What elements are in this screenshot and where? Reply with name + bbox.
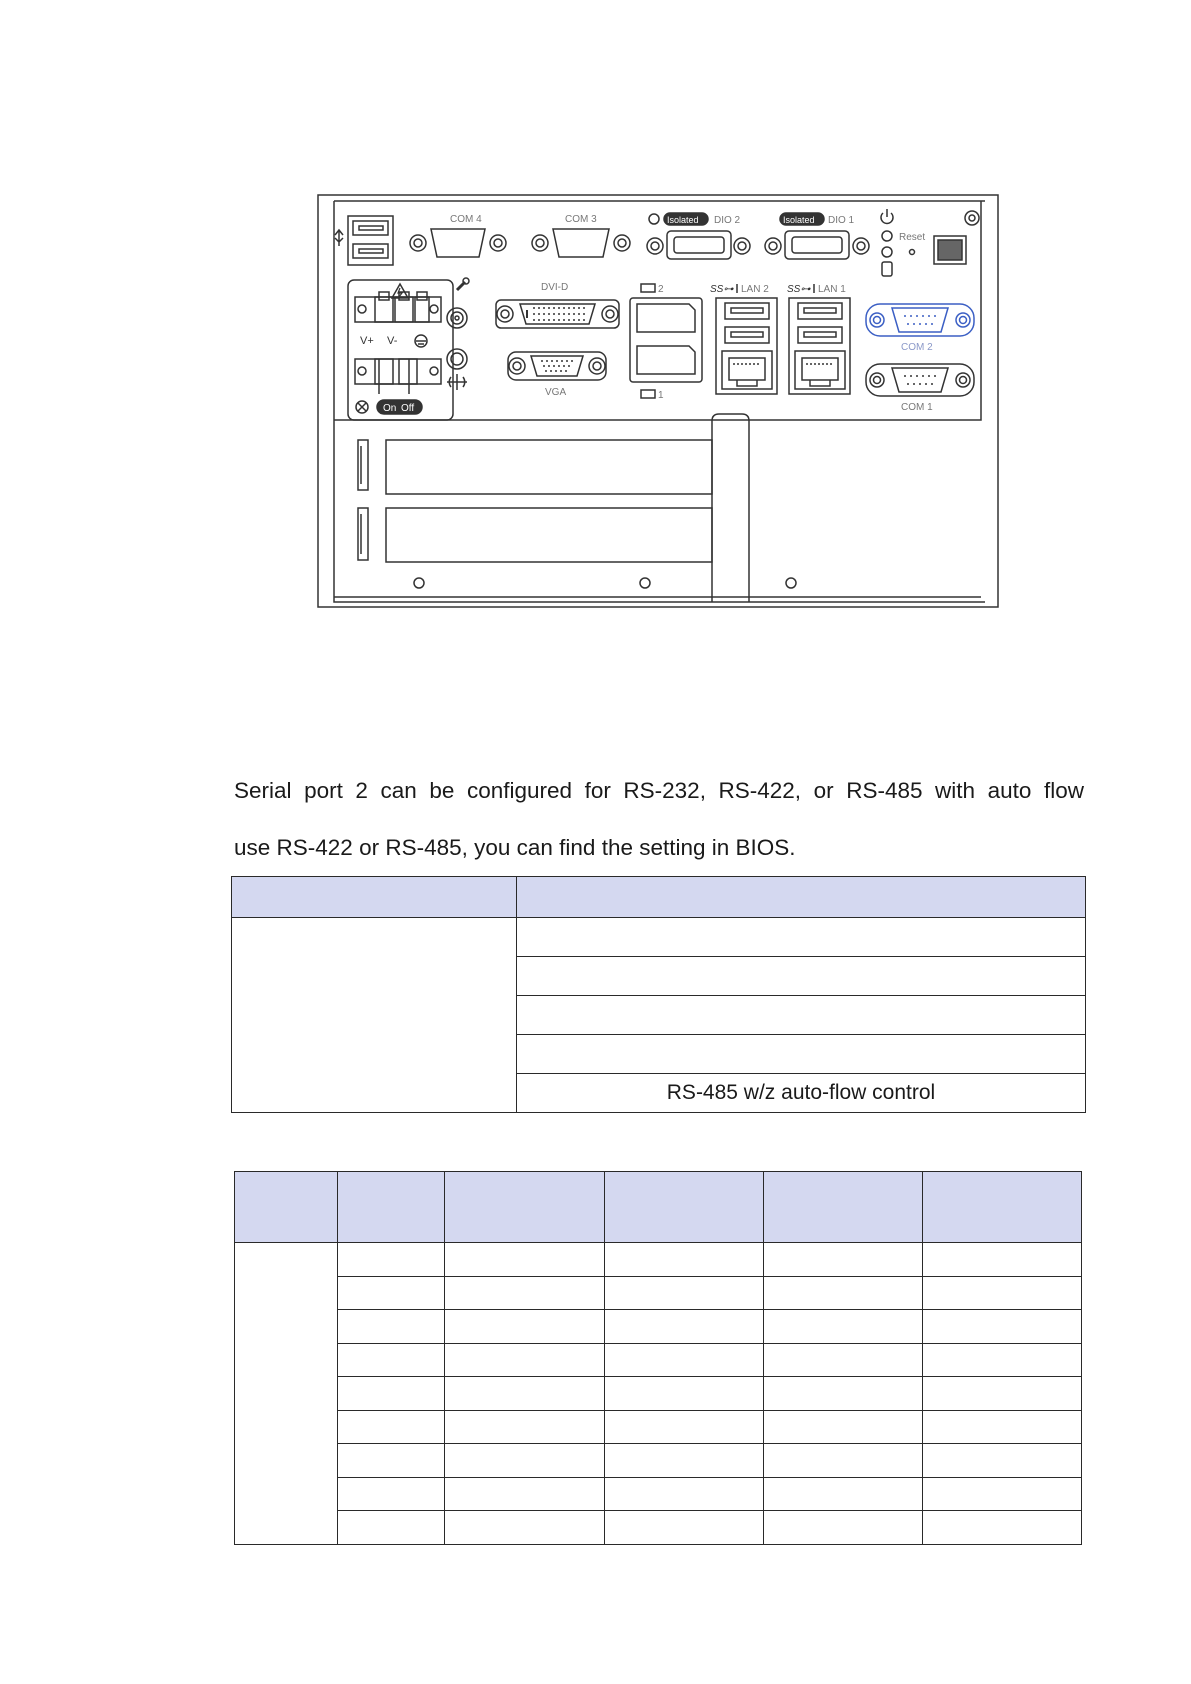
isolated-label-1: Isolated	[783, 215, 815, 225]
table-cell	[337, 1243, 444, 1277]
vplus-label: V+	[360, 335, 374, 347]
table-cell	[604, 1276, 764, 1310]
table-cell	[764, 1343, 923, 1377]
dio2-port	[647, 213, 750, 259]
table-cell	[337, 1276, 444, 1310]
dvi-port	[496, 282, 619, 328]
table-header-row	[232, 877, 1086, 918]
table-header-cell	[517, 877, 1086, 918]
power-terminal-block	[348, 280, 453, 420]
com4-label: COM 4	[450, 214, 482, 225]
isolated-label-2: Isolated	[667, 215, 699, 225]
table-row	[235, 1310, 1082, 1344]
table-cell	[337, 1343, 444, 1377]
table-cell	[444, 1276, 604, 1310]
table-header-cell	[235, 1172, 338, 1243]
table-cell	[923, 1310, 1082, 1344]
com1-port	[866, 364, 974, 413]
table-cell	[764, 1377, 923, 1411]
table-row	[235, 1511, 1082, 1545]
dvi-label: DVI-D	[541, 282, 569, 293]
table-cell	[444, 1511, 604, 1545]
table-cell	[764, 1276, 923, 1310]
com3-port	[532, 214, 630, 257]
table-cell	[764, 1410, 923, 1444]
off-label: Off	[401, 403, 415, 414]
table-cell	[604, 1444, 764, 1478]
reset-button	[934, 236, 966, 264]
table-header-cell	[923, 1172, 1082, 1243]
displayport-2-label: 2	[658, 284, 664, 295]
dio2-label: DIO 2	[714, 215, 741, 226]
table-header-row	[235, 1172, 1082, 1243]
serial-mode-table	[231, 876, 1086, 1113]
table-cell	[764, 1243, 923, 1277]
mic-jack	[447, 278, 469, 328]
table-cell	[604, 1410, 764, 1444]
table-cell	[337, 1310, 444, 1344]
table-cell	[604, 1511, 764, 1545]
dio1-label: DIO 1	[828, 215, 855, 226]
table-row	[235, 1276, 1082, 1310]
table-cell	[764, 1310, 923, 1344]
table-header-cell	[232, 877, 517, 918]
table-cell	[444, 1444, 604, 1478]
table-group-cell	[232, 918, 517, 1113]
table-cell	[923, 1511, 1082, 1545]
lan1-label: LAN 1	[818, 284, 846, 295]
table-cell	[444, 1377, 604, 1411]
table-cell	[444, 1343, 604, 1377]
table-row	[235, 1343, 1082, 1377]
table-cell	[764, 1444, 923, 1478]
table-cell	[337, 1511, 444, 1545]
table-cell	[764, 1477, 923, 1511]
reset-label: Reset	[899, 232, 926, 243]
table-cell	[337, 1377, 444, 1411]
table-cell	[444, 1477, 604, 1511]
table-cell	[337, 1444, 444, 1478]
table-cell	[337, 1477, 444, 1511]
table-cell	[444, 1243, 604, 1277]
table-cell	[923, 1444, 1082, 1478]
table-row	[235, 1477, 1082, 1511]
table-row	[235, 1444, 1082, 1478]
lan2-usb3-stack	[710, 284, 777, 394]
displayport-1-label: 1	[658, 390, 664, 401]
table-cell	[444, 1410, 604, 1444]
table-cell	[604, 1477, 764, 1511]
table-row	[232, 918, 1086, 957]
table-row	[235, 1377, 1082, 1411]
table-cell: RS-485 w/z auto-flow control	[517, 1074, 1086, 1113]
audio-out-jack	[447, 349, 467, 390]
chassis-outline	[318, 195, 998, 607]
table-cell	[604, 1243, 764, 1277]
com2-label: COM 2	[901, 342, 933, 353]
table-cell	[517, 957, 1086, 996]
com4-port	[410, 214, 506, 257]
com1-label: COM 1	[901, 402, 933, 413]
table-cell	[604, 1377, 764, 1411]
table-header-cell	[604, 1172, 764, 1243]
table-cell	[517, 918, 1086, 957]
table-row	[235, 1410, 1082, 1444]
lan1-usb3-stack	[787, 284, 850, 394]
expansion-slots	[358, 414, 796, 602]
table-group-cell	[235, 1243, 338, 1545]
table-cell	[444, 1310, 604, 1344]
displayport-ports	[630, 284, 702, 401]
table-header-cell	[764, 1172, 923, 1243]
table-cell	[517, 996, 1086, 1035]
table-row	[235, 1243, 1082, 1277]
table-cell	[604, 1310, 764, 1344]
com2-port	[866, 304, 974, 353]
on-label: On	[383, 403, 397, 414]
vminus-label: V-	[387, 335, 398, 347]
vga-port	[508, 352, 606, 398]
table-cell	[923, 1377, 1082, 1411]
table-cell	[923, 1243, 1082, 1277]
power-icon	[881, 209, 893, 223]
vga-label: VGA	[545, 387, 567, 398]
usb2-ports	[348, 216, 393, 265]
svg-text:SS⊶: SS⊶	[787, 284, 811, 295]
svg-text:SS⊶: SS⊶	[710, 284, 734, 295]
usb-icon	[335, 230, 343, 246]
table-cell	[923, 1343, 1082, 1377]
paragraph-bios-setting: use RS-422 or RS-485, you can find the setting in BIOS.	[234, 835, 796, 860]
lan2-label: LAN 2	[741, 284, 769, 295]
front-panel-diagram	[317, 194, 999, 610]
com3-label: COM 3	[565, 214, 597, 225]
table-cell	[923, 1477, 1082, 1511]
paragraph-serial-config: Serial port 2 can be configured for RS-232, RS-422, or RS-485 with auto flow	[234, 778, 1084, 803]
table-cell	[923, 1276, 1082, 1310]
table-cell	[604, 1343, 764, 1377]
table-cell	[764, 1511, 923, 1545]
table-header-cell	[444, 1172, 604, 1243]
table-cell	[923, 1410, 1082, 1444]
dio1-port	[765, 213, 869, 259]
table-cell	[337, 1410, 444, 1444]
table-cell	[517, 1035, 1086, 1074]
pin-assignment-table	[234, 1171, 1082, 1545]
table-header-cell	[337, 1172, 444, 1243]
